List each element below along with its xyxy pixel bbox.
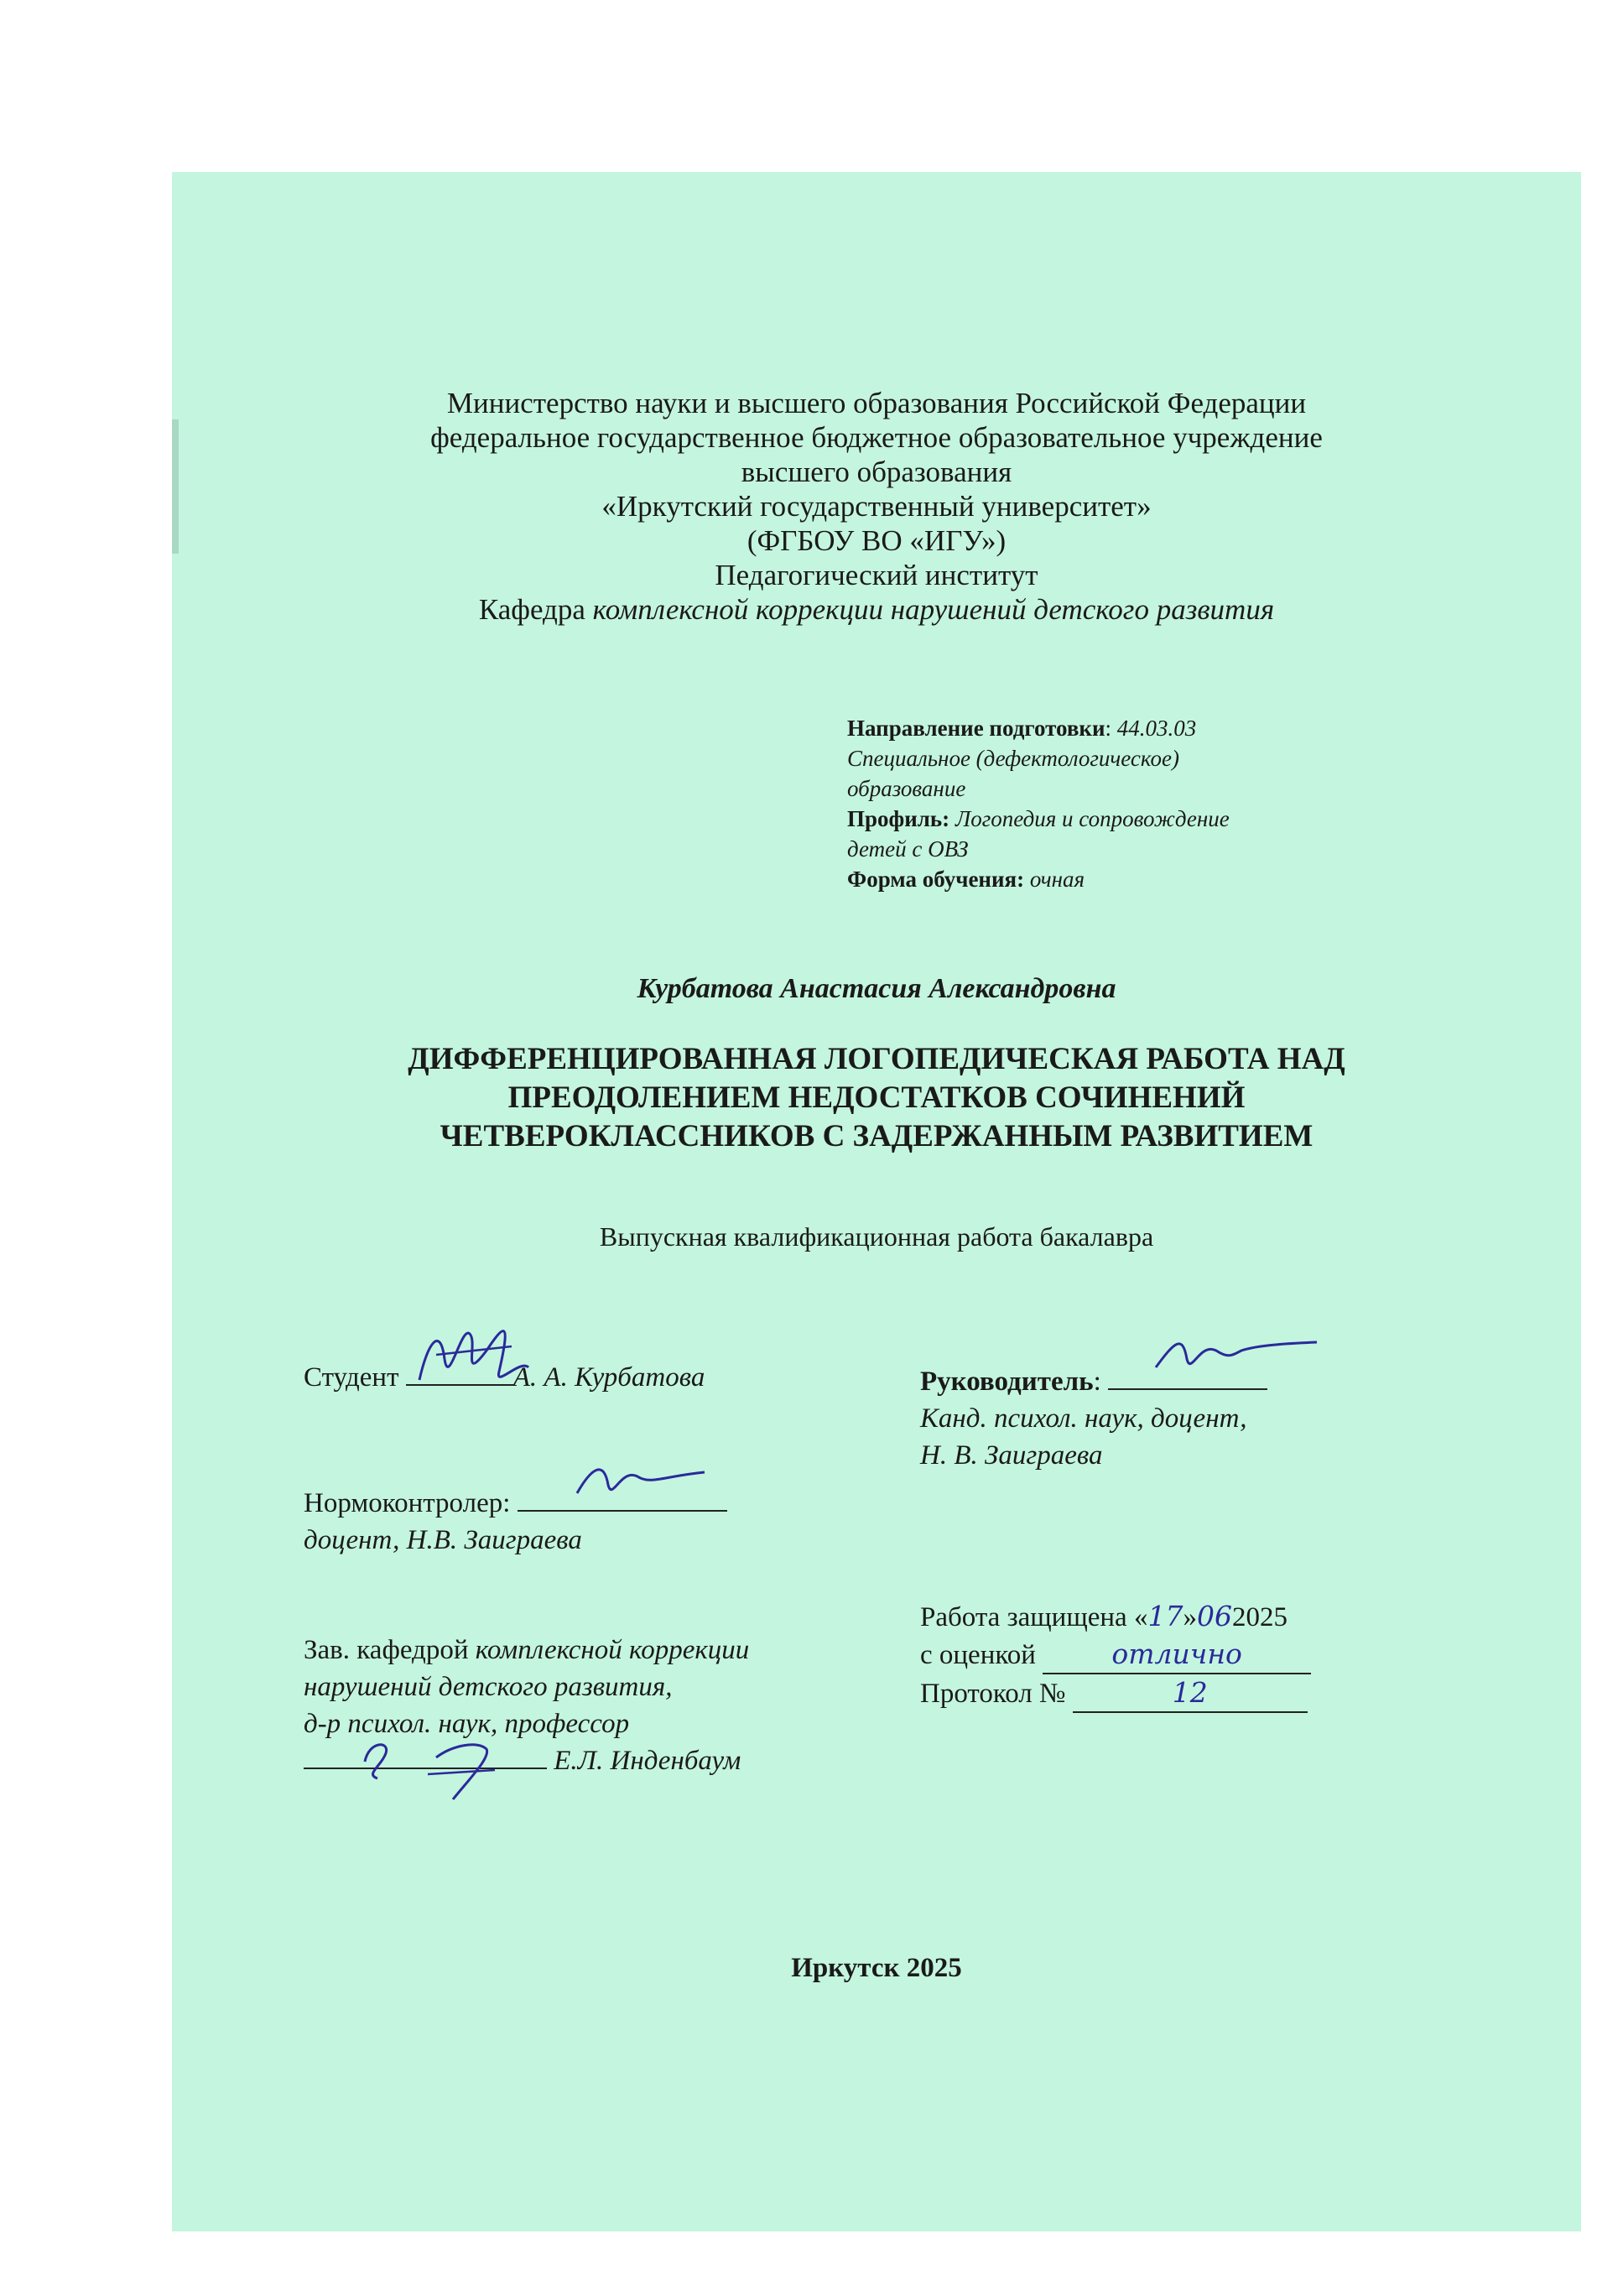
- author-name: Курбатова Анастасия Александровна: [637, 973, 1116, 1004]
- profile-value: Логопедия и сопровождение: [955, 806, 1230, 831]
- header-line: (ФГБОУ ВО «ИГУ»): [746, 524, 1007, 557]
- institution-header: [172, 386, 1581, 627]
- defense-month: 06: [1196, 1600, 1232, 1632]
- defense-label: Работа защищена «: [920, 1602, 1148, 1632]
- grade-line: [920, 1636, 1311, 1674]
- supervisor-line: Руководитель:: [920, 1363, 1267, 1400]
- profile-line: [847, 804, 1317, 834]
- grade-label: с оценкой: [920, 1640, 1036, 1670]
- direction-code: 44.03.03: [1116, 716, 1197, 741]
- protocol-value: 12: [1073, 1674, 1308, 1713]
- student-label: Студент: [304, 1362, 399, 1393]
- signature-line: [1108, 1388, 1267, 1390]
- header-line: Министерство науки и высшего образования Российской Федерации: [446, 387, 1307, 419]
- supervisor-block: [920, 1363, 1267, 1474]
- department-label: Кафедра: [478, 593, 585, 626]
- profile-label: Профиль:: [847, 806, 950, 831]
- head-sign-line: [304, 1742, 749, 1779]
- head-label: Зав. кафедрой: [304, 1635, 469, 1665]
- department-line: [172, 592, 1581, 627]
- normcontrol-line: [304, 1485, 727, 1522]
- head-dept: комплексной коррекции: [475, 1635, 750, 1665]
- student-name: А. А. Курбатова: [512, 1362, 705, 1393]
- normcontrol-position: доцент, Н.В. Заиграева: [304, 1525, 582, 1555]
- direction-name: образование: [847, 776, 966, 801]
- profile-value: детей с ОВЗ: [847, 836, 969, 862]
- direction-name: Специальное (дефектологическое): [847, 746, 1179, 771]
- protocol-line: [920, 1674, 1311, 1713]
- thesis-title: [172, 1040, 1581, 1156]
- student-block: [304, 1359, 705, 1396]
- supervisor-name: Н. В. Заиграева: [920, 1440, 1103, 1471]
- defense-date-line: Работа защищена «17»062025: [920, 1600, 1287, 1632]
- grade-value: отлично: [1043, 1636, 1311, 1674]
- head-degree: д-р психол. наук, профессор: [304, 1709, 630, 1739]
- signature-line: [406, 1384, 513, 1386]
- supervisor-position: Канд. психол. наук, доцент,: [920, 1403, 1247, 1434]
- title-line: ЧЕТВЕРОКЛАССНИКОВ С ЗАДЕРЖАННЫМ РАЗВИТИЕМ: [440, 1119, 1313, 1153]
- header-line: «Иркутский государственный университет»: [601, 490, 1152, 523]
- defense-day: 17: [1147, 1600, 1183, 1632]
- header-line: федеральное государственное бюджетное образовательное учреждение: [430, 421, 1323, 454]
- normcontrol-block: [304, 1485, 727, 1559]
- header-line: Педагогический институт: [715, 559, 1038, 591]
- header-line: высшего образования: [741, 456, 1012, 488]
- protocol-label: Протокол №: [920, 1679, 1066, 1709]
- form-label: Форма обучения:: [847, 867, 1025, 892]
- head-block: [304, 1632, 749, 1779]
- work-type: Выпускная квалификационная работа бакалавра: [599, 1221, 1154, 1252]
- defense-year: 2025: [1231, 1602, 1287, 1632]
- department-name: комплексной коррекции нарушений детского развития: [592, 593, 1275, 626]
- head-name: Е.Л. Инденбаум: [554, 1746, 741, 1776]
- direction-line: Направление подготовки: 44.03.03: [847, 716, 1197, 741]
- normcontrol-label: Нормоконтролер:: [304, 1488, 511, 1518]
- supervisor-label: Руководитель: [920, 1367, 1094, 1397]
- form-line: [847, 864, 1317, 894]
- head-dept: нарушений детского развития,: [304, 1672, 673, 1702]
- direction-label: Направление подготовки: [847, 716, 1105, 741]
- city-year: Иркутск 2025: [791, 1953, 962, 1983]
- head-line: [304, 1632, 749, 1669]
- defense-block: [920, 1598, 1311, 1713]
- title-line: ПРЕОДОЛЕНИЕМ НЕДОСТАТКОВ СОЧИНЕНИЙ: [507, 1080, 1246, 1115]
- signature-line: [518, 1510, 727, 1512]
- study-meta: [847, 713, 1317, 894]
- form-value: очная: [1029, 867, 1085, 892]
- title-line: ДИФФЕРЕНЦИРОВАННАЯ ЛОГОПЕДИЧЕСКАЯ РАБОТА НАД: [408, 1042, 1345, 1076]
- signature-line: [304, 1768, 547, 1769]
